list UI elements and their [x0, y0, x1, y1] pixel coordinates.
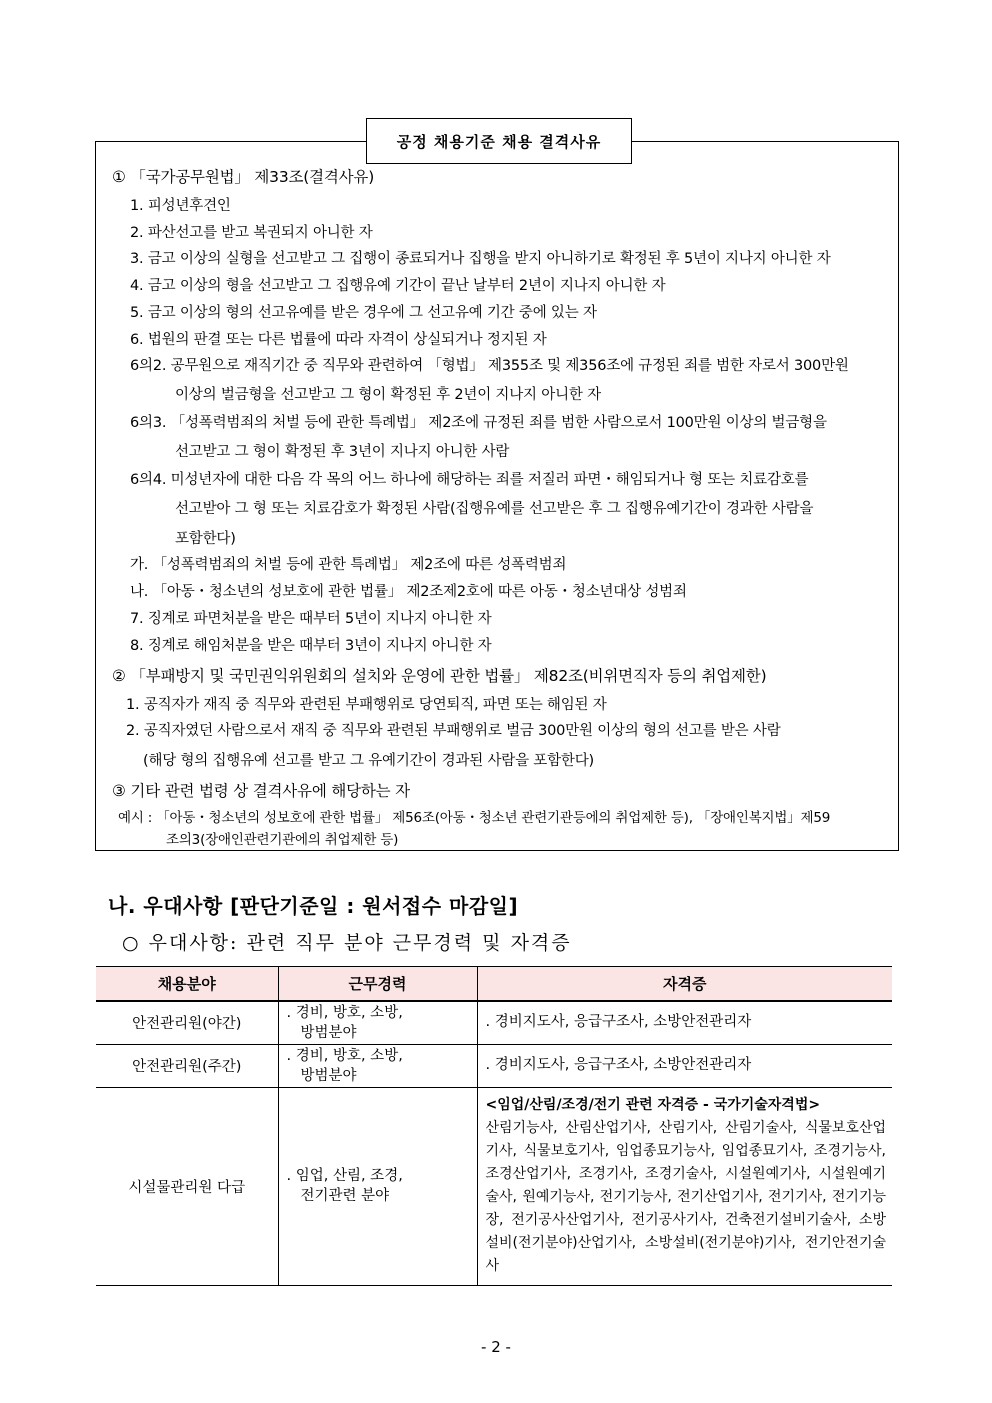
law1-item-6-4-cont: 포함한다)	[175, 531, 236, 547]
law1-item: 3. 금고 이상의 실형을 선고받고 그 집행이 종료되거나 집행을 받지 아니하기로 확정된 후 5년이 지나지 아니한 자	[130, 251, 831, 267]
certificates-cell: . 경비지도사, 응급구조사, 소방안전관리자	[477, 1044, 892, 1087]
preferences-subtitle: ○ 우대사항: 관련 직무 분야 근무경력 및 자격증	[122, 932, 572, 954]
law3-heading: ③ 기타 관련 법령 상 결격사유에 해당하는 자	[112, 782, 410, 800]
experience-line: . 임업, 산림, 조경,	[286, 1168, 403, 1184]
experience-line: 방범분야	[300, 1024, 357, 1041]
law2-heading: ② 「부패방지 및 국민권익위원회의 설치와 운영에 관한 법률」 제82조(비위면직자 등의 취업제한)	[112, 667, 767, 685]
law1-item: 1. 피성년후견인	[130, 198, 231, 214]
law1-item-8: 8. 징계로 해임처분을 받은 때부터 3년이 지나지 아니한 자	[130, 638, 492, 654]
law1-item: 6. 법원의 판결 또는 다른 법률에 따라 자격이 상실되거나 정지된 자	[130, 332, 547, 348]
preferences-table	[96, 966, 892, 1286]
law1-item-6-4: 6의4. 미성년자에 대한 다음 각 목의 어느 하나에 해당하는 죄를 저질러 파면・해임되거나 형 또는 치료감호를	[130, 472, 809, 488]
field-cell: 안전관리원(주간)	[96, 1044, 278, 1087]
law2-item-2: 2. 공직자였던 사람으로서 재직 중 직무와 관련된 부패행위로 벌금 300만원 이상의 형의 선고를 받은 사람	[126, 723, 781, 739]
law1-item-7: 7. 징계로 파면처분을 받은 때부터 5년이 지나지 아니한 자	[130, 611, 492, 627]
law1-item: 5. 금고 이상의 형의 선고유예를 받은 경우에 그 선고유예 기간 중에 있는 자	[130, 305, 597, 321]
cert-heading: <임업/산림/조경/전기 관련 자격증 - 국가기술자격법>	[485, 1097, 821, 1113]
page-number: - 2 -	[481, 1338, 511, 1356]
header-field: 채용분야	[96, 967, 278, 1002]
law2-item-1: 1. 공직자가 재직 중 직무와 관련된 부패행위로 당연퇴직, 파면 또는 해임된 자	[126, 697, 607, 713]
experience-cell	[278, 1044, 477, 1087]
cert-list: 산림기능사, 산림산업기사, 산림기사, 산림기술사, 식물보호산업기사, 식물보호기사, 임업종묘기능사, 임업종묘기사, 조경기능사, 조경산업기사, 조경기사, 조경기술사, 시설원예기사, 시설원예기술사, 원예기능사, 전기기능사, 전기산업기사, 전기기사, 전기기능장, 전기공사산업기사, 전기공사기사, 건축전기설비기술사, 소방설비(전기분야)산업기사, 소방설비(전기분야)기사, 전기안전기술사	[485, 1120, 886, 1274]
header-experience: 근무경력	[278, 967, 477, 1002]
table-row	[96, 1087, 892, 1285]
experience-cell	[278, 1087, 477, 1285]
field-cell: 시설물관리원 다급	[96, 1087, 278, 1285]
law3-example: 예시 : 「아동・청소년의 성보호에 관한 법률」 제56조(아동・청소년 관련기관등에의 취업제한 등), 「장애인복지법」제59	[118, 810, 831, 826]
preferences-section-title: 나. 우대사항 [판단기준일 : 원서접수 마감일]	[108, 894, 519, 918]
experience-line: 전기관련 분야	[300, 1188, 390, 1204]
law1-item-6-2: 6의2. 공무원으로 재직기간 중 직무와 관련하여 「형법」 제355조 및 제356조에 규정된 죄를 범한 자로서 300만원	[130, 358, 849, 374]
law1-item-6-3-cont: 선고받고 그 형이 확정된 후 3년이 지나지 아니한 사람	[175, 444, 510, 460]
law1-sub-na: 나. 「아동・청소년의 성보호에 관한 법률」 제2조제2호에 따른 아동・청소년대상 성범죄	[130, 584, 687, 600]
field-cell: 안전관리원(야간)	[96, 1001, 278, 1044]
experience-line: 방범분야	[300, 1067, 357, 1084]
law3-example-cont: 조의3(장애인관련기관에의 취업제한 등)	[166, 832, 399, 848]
law1-item-6-4-cont: 선고받아 그 형 또는 치료감호가 확정된 사람(집행유예를 선고받은 후 그 집행유예기간이 경과한 사람을	[175, 501, 814, 517]
certificates-cell: . 경비지도사, 응급구조사, 소방안전관리자	[477, 1001, 892, 1044]
experience-line: . 경비, 방호, 소방,	[286, 1004, 403, 1021]
law1-sub-ga: 가. 「성폭력범죄의 처벌 등에 관한 특례법」 제2조에 따른 성폭력범죄	[130, 557, 567, 573]
law1-item: 4. 금고 이상의 형을 선고받고 그 집행유예 기간이 끝난 날부터 2년이 지나지 아니한 자	[130, 278, 666, 294]
law2-item-2-cont: (해당 형의 집행유예 선고를 받고 그 유예기간이 경과된 사람을 포함한다)	[143, 753, 594, 769]
certificates-cell	[477, 1087, 892, 1285]
disqualification-title: 공정 채용기준 채용 결격사유	[366, 118, 632, 164]
law1-item: 2. 파산선고를 받고 복권되지 아니한 자	[130, 225, 373, 241]
disqualification-box	[95, 141, 899, 851]
experience-cell	[278, 1001, 477, 1044]
table-row	[96, 1001, 892, 1044]
law1-item-6-3: 6의3. 「성폭력범죄의 처벌 등에 관한 특례법」 제2조에 규정된 죄를 범한 사람으로서 100만원 이상의 벌금형을	[130, 415, 827, 431]
experience-line: . 경비, 방호, 소방,	[286, 1047, 403, 1064]
header-certificates: 자격증	[477, 967, 892, 1002]
table-row	[96, 1044, 892, 1087]
law1-item-6-2-cont: 이상의 벌금형을 선고받고 그 형이 확정된 후 2년이 지나지 아니한 자	[175, 387, 601, 403]
law1-heading: ① 「국가공무원법」 제33조(결격사유)	[112, 168, 375, 186]
table-header-row	[96, 967, 892, 1002]
